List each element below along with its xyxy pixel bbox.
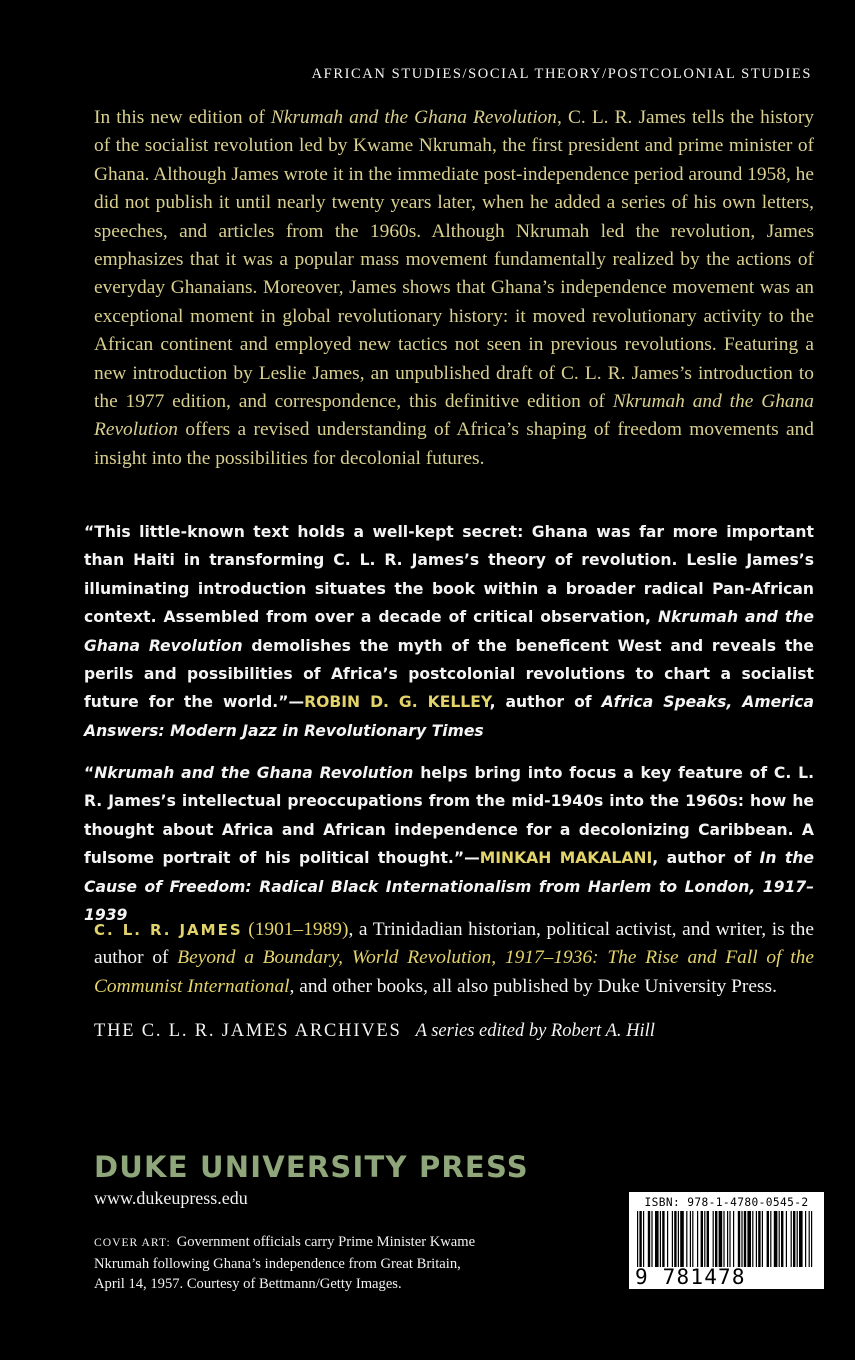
barcode-bar (678, 1211, 679, 1267)
barcode-bar (637, 1211, 638, 1267)
barcode-bar (741, 1211, 742, 1267)
blurb1-reviewer-book: Africa Speaks, America Answers: Modern Jazz in Revolutionary Times (84, 693, 814, 740)
bio-books: Beyond a Boundary, World Revolution, 1917–1936: The Rise and Fall of the Communist International (94, 947, 814, 997)
barcode-bar (809, 1211, 810, 1267)
barcode-bar (701, 1211, 703, 1267)
barcode-number: 9 781478 005452 (635, 1265, 746, 1313)
isbn-label: ISBN: 978-1-4780-0545-2 (644, 1196, 809, 1209)
barcode-bar (662, 1211, 664, 1267)
barcode-bar (770, 1211, 771, 1267)
barcode-bar (797, 1211, 798, 1267)
barcode-bar (727, 1211, 728, 1267)
book-description (94, 104, 814, 473)
blurb2-reviewer: MINKAH MAKALANI (479, 849, 653, 868)
barcode-bar (713, 1211, 714, 1267)
desc-text-1: In this new edition of (94, 107, 271, 128)
blurb1-text-b: demolishes the myth of the beneficent West and reveals the perils and possibilities of Africa’s postcolonial revolutions to chart a socialist future for the world.”— (84, 636, 814, 712)
barcode-bar (811, 1211, 812, 1267)
barcode-bar (697, 1211, 698, 1267)
author-dates: (1901–1989) (242, 919, 349, 940)
desc-book-title-1: Nkrumah and the Ghana Revolution (270, 107, 558, 128)
credit-label: COVER ART: (94, 1236, 171, 1249)
barcode-bar (680, 1211, 684, 1267)
publisher-name: DUKE UNIVERSITY PRESS (94, 1150, 529, 1184)
barcode-bar (781, 1211, 783, 1267)
barcode-bar (655, 1211, 659, 1267)
cover-credit (94, 1232, 494, 1295)
barcode-bar (672, 1211, 673, 1267)
barcode-bar (793, 1211, 795, 1267)
bio-text-a: , a Trinidadian historian, political activist, and writer, is the author of (94, 919, 814, 969)
barcode-bar (752, 1211, 753, 1267)
barcode-bar (767, 1211, 769, 1267)
barcode-bar (674, 1211, 676, 1267)
barcode-bar (799, 1211, 803, 1267)
barcode-bar (723, 1211, 724, 1267)
barcode-bar (738, 1211, 740, 1267)
barcode-bar (733, 1211, 734, 1267)
barcode-bar (762, 1211, 763, 1267)
blurb-makalani (84, 759, 814, 929)
blurb2-quote-open: “ (84, 764, 95, 782)
barcode-bar (747, 1211, 751, 1267)
series-editor: A series edited by Robert A. Hill (415, 1021, 655, 1041)
barcode-bar (774, 1211, 778, 1267)
barcode-bar (715, 1211, 717, 1267)
barcode-bar (639, 1211, 641, 1267)
blurb1-reviewer: ROBIN D. G. KELLEY (304, 693, 490, 712)
blurb2-text-c: , author of (652, 849, 760, 868)
barcode-bar (690, 1211, 691, 1267)
blurb1-book-title: Nkrumah and the Ghana Revolution (84, 608, 814, 655)
barcode-bar (648, 1211, 650, 1267)
series-line (94, 1021, 655, 1042)
barcode-bar (686, 1211, 687, 1267)
barcode-bar (744, 1211, 746, 1267)
desc-text-3: offers a revised understanding of Africa’s shaping of freedom movements and insight into the possibilities for decolonial futures. (94, 419, 814, 469)
barcode-bar (758, 1211, 760, 1267)
barcode-bar (704, 1211, 705, 1267)
blurb2-book-title: Nkrumah and the Ghana Revolution (94, 764, 414, 782)
barcode-bar (643, 1211, 644, 1267)
barcode-bar (667, 1211, 668, 1267)
blurb-kelley (84, 518, 814, 745)
isbn-barcode (629, 1192, 824, 1313)
author-name: C. L. R. JAMES (94, 921, 243, 939)
barcode-bar (719, 1211, 723, 1267)
barcode-bar (729, 1211, 730, 1267)
barcode-bar (651, 1211, 652, 1267)
blurb1-text-c: , author of (489, 693, 602, 712)
author-bio (94, 916, 814, 1001)
credit-text: Government officials carry Prime Minister Kwame Nkrumah following Ghana’s independence from Great Britain, April 14, 1957. Courtesy of Bettmann/Getty Images. (94, 1234, 476, 1292)
bio-text-b: , and other books, all also published by Duke University Press. (289, 975, 777, 997)
barcode-bar (779, 1211, 780, 1267)
series-title: THE C. L. R. JAMES ARCHIVES (94, 1021, 402, 1041)
blurb2-text-a: helps bring into focus a key feature of C. L. R. James’s intellectual preoccupations from the mid-1940s into the 1960s: how he thought about Africa and African independence for a decolonizing Caribbean. A fulsome portrait of his political thought.”— (84, 764, 814, 868)
barcode-bar (707, 1211, 709, 1267)
barcode-bar (791, 1211, 792, 1267)
publisher-url: www.dukeupress.edu (94, 1188, 248, 1208)
barcode-bar (805, 1211, 806, 1267)
category-line: AFRICAN STUDIES/SOCIAL THEORY/POSTCOLONIAL STUDIES (311, 66, 812, 82)
barcode-bar (786, 1211, 787, 1267)
blurb2-reviewer-book: In the Cause of Freedom: Radical Black Internationalism from Harlem to London, 1917–1939 (84, 849, 814, 925)
barcode-bar (660, 1211, 661, 1267)
desc-text-2: , C. L. R. James tells the history of the socialist revolution led by Kwame Nkrumah, the first president and prime minister of Ghana. Although James wrote it in the immediate post-independence period around 1958, he did not publish it until nearly twenty years later, when he added a series of his own letters, speeches, and articles from the 1960s. Although Nkrumah led the revolution, James emphasizes that it was a popular mass movement fundamentally realized by the actions of everyday Ghanaians. Moreover, James shows that Ghana’s independence movement was an exceptional moment in global revolutionary history: it moved revolutionary activity to the African continent and employed new tactics not seen in previous revolutions. Featuring a new introduction by Leslie James, an unpublished draft of C. L. R. James’s introduction to the 1977 edition, and correspondence, this definitive edition of (94, 107, 814, 413)
barcode-bar (756, 1211, 757, 1267)
barcode-bars (635, 1211, 818, 1267)
desc-book-title-2: Nkrumah and the Ghana Revolution (94, 391, 815, 441)
barcode-bar (692, 1211, 693, 1267)
blurb1-text-a: “This little-known text holds a well-kept secret: Ghana was far more important than Haiti in transforming C. L. R. James’s theory of revolution. Leslie James’s illuminating introduction situates the book within a broader radical Pan-African context. Assembled from over a decade of critical observation, (84, 523, 814, 627)
